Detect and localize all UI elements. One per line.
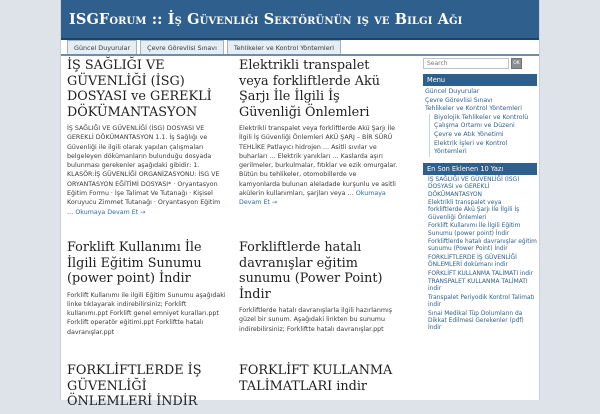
- post-title[interactable]: Elektrikli transpalet veya forkliftlerde Akü Şarjı İle İlgili İş Güvenliği Önlemleri: [239, 58, 380, 120]
- post-excerpt: Forklift Kullanımı ile ilgili Eğitim Sunumu aşağıdaki linke tıklayarak indirebilirsiniz; Forklift kullanımı.ppt Forklift genel emniyet kuralları.ppt Forklift operatör eğitimi.ppt Forkliftte hatalı davranışlar.ppt: [67, 291, 226, 336]
- sidebar-submenu-item[interactable]: Çalışma Ortamı ve Düzeni: [434, 122, 515, 130]
- post-list: [65, 58, 415, 409]
- read-more-link[interactable]: Okumaya Devam Et →: [239, 190, 386, 207]
- nav-item-cevre-gorevlisi[interactable]: Çevre Görevlisi Sınavı: [140, 40, 224, 54]
- recent-posts-title: En Son Eklenen 10 Yazı: [423, 163, 537, 175]
- sidebar-menu-item[interactable]: Tehlikeler ve Kontrol Yöntemleri: [425, 105, 523, 113]
- search-button[interactable]: OK: [511, 58, 522, 69]
- sidebar-menu-item[interactable]: Güncel Duyurular: [425, 88, 480, 95]
- post-card: [239, 58, 399, 208]
- post-card: [67, 363, 227, 414]
- sidebar-menu-item[interactable]: Çevre Görevlisi Sınavı: [425, 96, 493, 104]
- recent-post-link[interactable]: FORKLİFTLERDE İŞ GÜVENLİĞİ ÖNLEMLERİ dokümanı indir: [428, 254, 517, 269]
- sidebar-submenu-item[interactable]: Elektrik İşleri ve Kontrol Yöntemleri: [434, 139, 508, 156]
- sidebar-submenu-item[interactable]: Çevre ve Atık Yönetimi: [434, 130, 504, 138]
- post-excerpt-text: Elektrikli transpalet veya forkliftlerde Akü Şarjı İle İlgili İş Güvenliği Önlemleri AKÜ ŞARJ – BİR SÜRÜ TEHLİKE Patlayıcı hidrojen … Asitli sıvılar ve buharları … Elektrik yanıkları … Kaslarda aşırı gerilmeler, burkulmalar, fıtıklar ve ezik omurgalar. Bütün bu tehlikeler, otomobillerde ve kamyonlarda bulunan aleladade kurşunlu ve asitli akülerin kullanımları, şarjları veya …: [239, 125, 398, 198]
- post-excerpt-text: İŞ SAĞLIĞI VE GÜVENLİĞİ (İSG) DOSYASI VE GEREKLİ DÖKÜMANTASYON 1.1. İş Sağlığı ve Güvenliği ile ilgili olarak yapılan çalışmaları belgeleyen dökümanların bulunduğu dosyada bulunması gerekenler aşağıdaki gibidir: 1. KLASÖR:İŞ GÜVENLİĞİ ORGANİZASYONU: İSG VE ORYANTASYON EĞİTİMİ DOSYASI* · Oryantasyon Eğitim Formu · İşe Talimat Ve Tutanağı · Kişisel Koruyucu Zimmet Tutanağı · Oryantasyon Eğitim …: [67, 125, 221, 216]
- recent-post-link[interactable]: Forklift Kullanımı İle İlgili Eğitim Sunumu (power point) İndir: [428, 223, 521, 237]
- page-wrapper: [60, 0, 540, 409]
- recent-post-link[interactable]: Sınai Medikal Tüp Dolumların da Dikkat Edilmesi Gerekenler (pdf) İndir: [428, 310, 524, 332]
- sidebar: [423, 58, 537, 334]
- post-title[interactable]: FORKLİFT KULLANMA TALİMATLARI indir: [239, 363, 393, 394]
- sidebar-submenu: [429, 114, 537, 157]
- menu-widget-title: Menu: [423, 74, 537, 86]
- site-title[interactable]: ISGForum :: İş Güvenliği Sektörünün iş ve Bilgi Ağı: [69, 10, 463, 28]
- post-card: [239, 363, 399, 398]
- recent-post-link[interactable]: İŞ SAĞLIĞI VE GÜVENLİĞİ (İSG) DOSYASI ve GEREKLİ DÖKÜMANTASYON: [428, 176, 520, 198]
- post-excerpt: [239, 124, 399, 208]
- post-card: [239, 240, 399, 334]
- post-title[interactable]: Forklift Kullanımı İle İlgili Eğitim Sunumu (power point) İndir: [67, 240, 202, 286]
- search-input[interactable]: [423, 58, 509, 69]
- recent-post-link[interactable]: TRANSPALET KULLANMA TALİMATI indir: [428, 279, 528, 293]
- read-more-link[interactable]: Okumaya Devam Et →: [75, 208, 146, 216]
- sidebar-menu: [423, 88, 537, 157]
- sidebar-submenu-item[interactable]: Biyolojik Tehlikeler ve Kontrolü: [434, 113, 529, 121]
- recent-post-link[interactable]: Transpalet Periyodik Kontrol Talimatı indir: [428, 294, 535, 309]
- post-title[interactable]: FORKLİFTLERDE İŞ GÜVENLİĞİ ÖNLEMLERİ İNDİR: [67, 363, 202, 409]
- recent-post-link[interactable]: Forkliftlerde hatalı davranışlar eğitim sunumu (Power Point) İndir: [428, 239, 537, 253]
- post-excerpt: Forkliftlerde hatalı davranışlarla ilgili hazırlanmış güzel bir sunum. Aşağıdaki linkten bu sunumu indirebilirsiniz; Forkliftte hatalı davranışlar.ppt: [239, 307, 393, 333]
- post-card: [67, 58, 227, 217]
- nav-item-guncel-duyurular[interactable]: Güncel Duyurular: [67, 40, 137, 54]
- site-header: [61, 0, 539, 40]
- post-card: [67, 240, 227, 337]
- recent-post-link[interactable]: Elektrikli transpalet veya forkliftlerde Akü Şarjı İle İlgili İş Güvenliği Önlemleri: [428, 199, 520, 221]
- post-excerpt: [67, 124, 227, 217]
- post-title[interactable]: Forkliftlerde hatalı davranışlar eğitim sunumu (Power Point) İndir: [239, 240, 383, 302]
- main-nav: [61, 40, 539, 56]
- recent-posts-list: [423, 177, 537, 333]
- search-form: [423, 58, 537, 69]
- nav-item-tehlikeler[interactable]: Tehlikeler ve Kontrol Yöntemleri: [227, 40, 341, 54]
- recent-post-link[interactable]: FORKLİFT KULLANMA TALİMATI indir: [428, 270, 534, 277]
- post-title[interactable]: İŞ SAĞLIĞI VE GÜVENLİĞİ (İSG) DOSYASI ve GEREKLİ DÖKÜMANTASYON: [67, 58, 212, 120]
